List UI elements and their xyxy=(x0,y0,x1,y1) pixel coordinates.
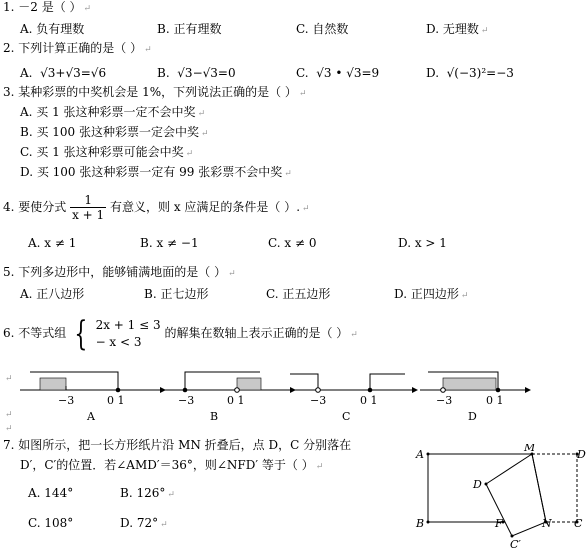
q5-stem: 5. 下列多边形中，能够铺满地面的是（ ） ↵ xyxy=(3,265,236,279)
point-label-d-prime: D xyxy=(473,478,482,491)
q6-number-lines xyxy=(0,364,587,424)
q6-brace: { xyxy=(74,313,88,354)
tick-label-01: 0 1 xyxy=(360,394,378,407)
q5-option-a: A. 正八边形 xyxy=(20,287,85,301)
q7-stem-line2: D′，C′的位置．若∠AMD′＝36°，则∠NFD′ 等于（ ） ↵ xyxy=(20,458,324,472)
tick-label-neg3: −3 xyxy=(310,394,327,407)
q6-inequality-system: 2x + 1 ≤ 3 − x < 3 xyxy=(95,317,161,349)
point-label-n: N xyxy=(542,517,552,530)
point-label-f: F xyxy=(495,517,503,530)
return-mark: ↵ xyxy=(5,424,13,434)
q4-option-b: B. x ≠ −1 xyxy=(140,236,199,250)
tick-label-01: 0 1 xyxy=(486,394,504,407)
label-b: B xyxy=(210,410,219,423)
q7-option-b: B. 126° ↵ xyxy=(120,486,175,500)
label-a: A xyxy=(87,410,95,423)
q4-fraction: $\frac{1}{x + 1}$ xyxy=(72,193,105,222)
q5-option-d: D. 正四边形 ↵ xyxy=(394,287,469,301)
number-line-d xyxy=(420,372,531,393)
q4-option-c: C. x ≠ 0 xyxy=(268,236,317,250)
number-line-c xyxy=(290,374,418,393)
label-c: C xyxy=(342,410,351,423)
q2-option-c: C. √3 • √3=9 xyxy=(296,66,380,80)
q3-option-c: C. 买 1 张这种彩票可能会中奖 ↵ xyxy=(20,145,194,159)
q3-option-d: D. 买 100 张这种彩票一定有 99 张彩票不会中奖 ↵ xyxy=(20,165,292,179)
tick-label-01: 0 1 xyxy=(227,394,245,407)
q1-option-b: B. 正有理数 xyxy=(157,22,222,36)
point-label-d: D xyxy=(577,448,586,461)
q1-option-c: C. 自然数 xyxy=(296,22,349,36)
point-label-c-prime: C′ xyxy=(510,538,521,551)
q4-option-d: D. x > 1 xyxy=(398,236,447,250)
return-mark: ↵ xyxy=(5,410,13,420)
q4-option-a: A. x ≠ 1 xyxy=(28,236,77,250)
q1-stem: 1. －2 是（ ） ↵ xyxy=(3,0,92,14)
q2-stem: 2. 下列计算正确的是（ ） ↵ xyxy=(3,41,152,55)
q7-fold-figure xyxy=(414,444,587,552)
tick-label-neg3: −3 xyxy=(58,394,75,407)
q3-option-a: A. 买 1 张这种彩票一定不会中奖 ↵ xyxy=(20,105,206,119)
q3-stem: 3. 某种彩票的中奖机会是 1%，下列说法正确的是（ ） ↵ xyxy=(3,85,307,99)
point-label-c: C xyxy=(574,517,583,530)
point-label-b: B xyxy=(416,517,425,530)
q7-option-a: A. 144° xyxy=(28,486,74,500)
point-label-m: M xyxy=(524,444,536,454)
number-line-b xyxy=(160,372,296,393)
number-line-a xyxy=(20,372,166,393)
q1-option-a: A. 负有理数 xyxy=(20,22,85,36)
q1-option-d: D. 无理数 ↵ xyxy=(426,22,489,36)
return-mark: ↵ xyxy=(5,374,13,384)
q7-stem-line1: 7. 如图所示，把一长方形纸片沿 MN 折叠后，点 D，C 分别落在 xyxy=(3,438,352,452)
q2-option-a: A. √3+√3=√6 xyxy=(20,66,107,80)
tick-label-neg3: −3 xyxy=(436,394,453,407)
q2-option-b: B. √3−√3=0 xyxy=(157,66,236,80)
q3-option-b: B. 买 100 张这种彩票一定会中奖 ↵ xyxy=(20,125,209,139)
label-d: D xyxy=(468,410,477,423)
tick-label-neg3: −3 xyxy=(178,394,195,407)
tick-label-01: 0 1 xyxy=(107,394,125,407)
q5-option-b: B. 正七边形 xyxy=(144,287,209,301)
q7-option-c: C. 108° xyxy=(28,516,74,530)
q6-stem: 6. 不等式组 { 2x + 1 ≤ 3 − x < 3 的解集在数轴上表示正确的是（ ） ↵ xyxy=(3,313,358,354)
q5-option-c: C. 正五边形 xyxy=(266,287,331,301)
point-label-a: A xyxy=(416,448,424,461)
q7-option-d: D. 72° ↵ xyxy=(120,516,168,530)
q2-option-d: D. √(−3)²=−3 xyxy=(426,66,514,80)
q4-stem: 4. 要使分式 $\frac{1}{x + 1}$ 有意义，则 x 应满足的条件是（ ）. ↵ xyxy=(3,193,310,222)
